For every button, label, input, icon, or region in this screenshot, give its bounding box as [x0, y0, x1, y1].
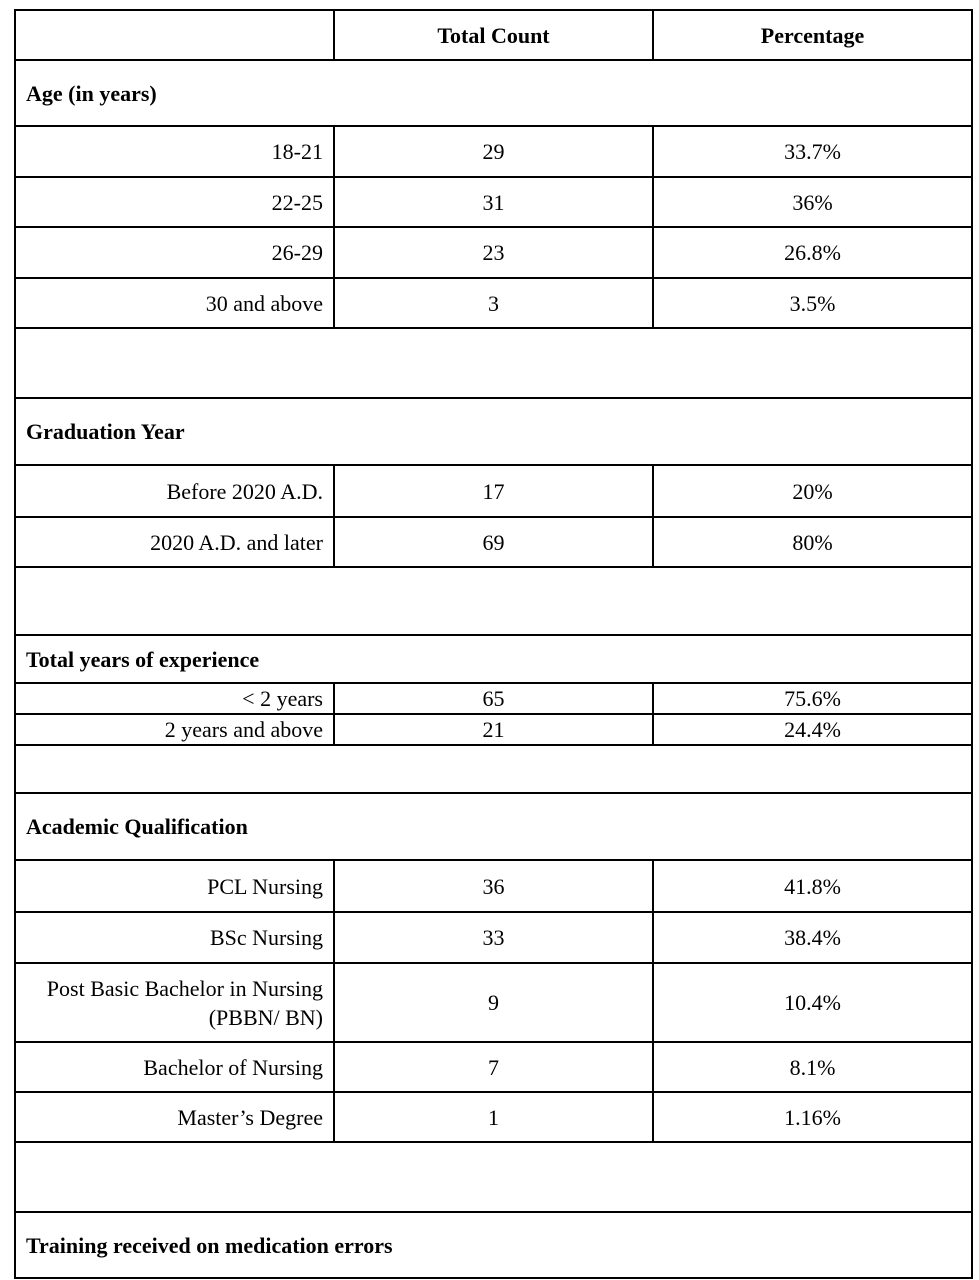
- row-count: 1: [334, 1092, 653, 1142]
- row-count: 31: [334, 177, 653, 227]
- row-label: 26-29: [15, 227, 334, 278]
- table-row: [15, 1042, 972, 1092]
- section-row-training: [15, 1212, 972, 1278]
- table-row: [15, 963, 972, 1042]
- row-label: Bachelor of Nursing: [15, 1042, 334, 1092]
- spacer-cell: [15, 745, 972, 793]
- table-row: [15, 714, 972, 745]
- row-label: 2 years and above: [15, 714, 334, 745]
- row-label: Before 2020 A.D.: [15, 465, 334, 517]
- row-label: < 2 years: [15, 683, 334, 714]
- table-row: [15, 517, 972, 567]
- row-label: 2020 A.D. and later: [15, 517, 334, 567]
- spacer-cell: [15, 1142, 972, 1212]
- row-count: 29: [334, 126, 653, 177]
- row-percentage: 41.8%: [653, 860, 972, 912]
- table-row: [15, 683, 972, 714]
- row-count: 69: [334, 517, 653, 567]
- section-row-experience: [15, 635, 972, 683]
- row-count: 65: [334, 683, 653, 714]
- section-row-qualification: [15, 793, 972, 860]
- table-row: [15, 227, 972, 278]
- section-title-graduation: Graduation Year: [15, 398, 972, 465]
- row-count: 33: [334, 912, 653, 963]
- row-label: 30 and above: [15, 278, 334, 328]
- spacer-row: [15, 567, 972, 635]
- row-label: Post Basic Bachelor in Nursing (PBBN/ BN): [15, 963, 334, 1042]
- spacer-cell: [15, 567, 972, 635]
- row-percentage: 3.5%: [653, 278, 972, 328]
- row-percentage: 36%: [653, 177, 972, 227]
- row-percentage: 8.1%: [653, 1042, 972, 1092]
- row-percentage: 20%: [653, 465, 972, 517]
- row-count: 23: [334, 227, 653, 278]
- header-total-count: Total Count: [334, 10, 653, 60]
- row-label: 22-25: [15, 177, 334, 227]
- header-percentage: Percentage: [653, 10, 972, 60]
- table-row: [15, 860, 972, 912]
- section-title-experience: Total years of experience: [15, 635, 972, 683]
- spacer-row: [15, 745, 972, 793]
- section-title-training: Training received on medication errors: [15, 1212, 972, 1278]
- row-count: 7: [334, 1042, 653, 1092]
- spacer-row: [15, 328, 972, 398]
- header-row: [15, 10, 972, 60]
- table-row: [15, 465, 972, 517]
- table-row: [15, 278, 972, 328]
- row-percentage: 75.6%: [653, 683, 972, 714]
- table-row: [15, 126, 972, 177]
- row-count: 36: [334, 860, 653, 912]
- row-percentage: 33.7%: [653, 126, 972, 177]
- section-row-graduation: [15, 398, 972, 465]
- spacer-row: [15, 1142, 972, 1212]
- spacer-cell: [15, 328, 972, 398]
- row-count: 17: [334, 465, 653, 517]
- row-label: BSc Nursing: [15, 912, 334, 963]
- row-count: 9: [334, 963, 653, 1042]
- section-row-age: [15, 60, 972, 126]
- row-label: Master’s Degree: [15, 1092, 334, 1142]
- row-label: PCL Nursing: [15, 860, 334, 912]
- row-percentage: 10.4%: [653, 963, 972, 1042]
- row-percentage: 38.4%: [653, 912, 972, 963]
- table-row: [15, 1092, 972, 1142]
- row-count: 3: [334, 278, 653, 328]
- section-title-age: Age (in years): [15, 60, 972, 126]
- row-count: 21: [334, 714, 653, 745]
- table-row: [15, 177, 972, 227]
- row-percentage: 26.8%: [653, 227, 972, 278]
- row-percentage: 80%: [653, 517, 972, 567]
- section-title-qualification: Academic Qualification: [15, 793, 972, 860]
- demographics-table: [14, 9, 973, 1279]
- row-percentage: 24.4%: [653, 714, 972, 745]
- row-label: 18-21: [15, 126, 334, 177]
- row-percentage: 1.16%: [653, 1092, 972, 1142]
- table-row: [15, 912, 972, 963]
- header-blank-cell: [15, 10, 334, 60]
